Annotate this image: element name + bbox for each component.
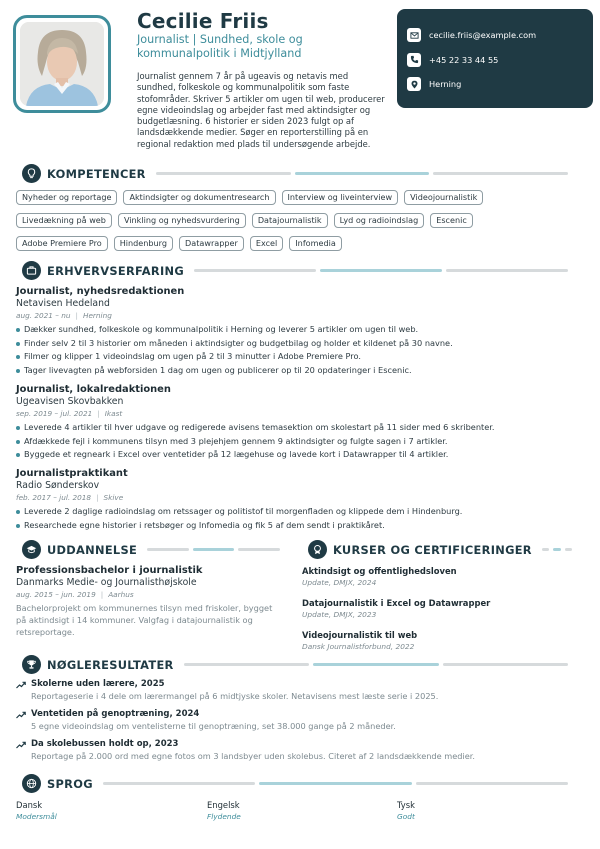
- profile-summary: Journalist gennem 7 år på ugeavis og netavis med sundhed, folkeskole og kommunalpolitik som faste stofområder. Skriver 5 artikler om ugen til web, producerer egne videoindslag og arbejder fast med aktindsigter og budgetlæsning. 6 historier er siden 2023 fulgt op af landsdækkende medier. Søger en reporterstilling på en regional redaktion med plads til undersøgende arbejde.: [137, 71, 385, 149]
- skill-chip: Hindenburg: [114, 236, 173, 251]
- contact-location: [407, 72, 583, 97]
- section-heading-languages: [22, 774, 572, 793]
- course-meta: Update, DMJX, 2023: [302, 610, 377, 619]
- achievements-list: [16, 679, 586, 769]
- language-entry: [397, 800, 415, 822]
- bullet-item: Finder selv 2 til 3 historier om måneden i aktindsigter og budgetbilag og holder et kildenet på 30 navne.: [16, 337, 586, 351]
- education-school: Danmarks Medie- og Journalisthøjskole: [16, 577, 197, 588]
- course-entry: [302, 630, 582, 652]
- course-meta: Dansk Journalistforbund, 2022: [302, 642, 415, 651]
- skill-chip: Vinkling og nyhedsvurdering: [118, 213, 246, 228]
- skill-chip: Interview og liveinterview: [282, 190, 399, 205]
- language-level: Modersmål: [16, 812, 57, 821]
- briefcase-icon: [22, 261, 41, 280]
- skill-chip: Datajournalistik: [252, 213, 328, 228]
- job-bullets: [16, 323, 586, 377]
- job-title: Journalistpraktikant: [16, 468, 128, 479]
- language-name: Tysk: [397, 800, 415, 810]
- achievement-description: Reportage på 2.000 ord med egne fotos om 3 landsbyer uden skolebus. Citeret af 2 landsdækkende medier.: [31, 751, 476, 761]
- trend-up-icon: [16, 711, 26, 719]
- course-name: Videojournalistik til web: [302, 630, 418, 640]
- bullet-item: Filmer og klipper 1 videoindslag om ugen på 2 til 3 minutter i Adobe Premiere Pro.: [16, 350, 586, 364]
- section-title: SPROG: [47, 776, 93, 791]
- achievement-description: 5 egne videoindslag om ventelisterne til genoptræning, set 38.000 gange på 2 måneder.: [31, 721, 396, 731]
- education-location: Aarhus: [108, 590, 134, 599]
- bullet-item: Leverede 2 daglige radioindslag om retssager og politistof til morgenfladen og klippede dem i Hindenburg.: [16, 505, 586, 519]
- contact-panel: [397, 9, 593, 108]
- mail-icon: [407, 28, 421, 42]
- bullet-item: Byggede et regneark i Excel over ventetider på 12 lægehuse og lavede kort i Datawrapper til 4 artikler.: [16, 448, 586, 462]
- section-divider: [194, 269, 572, 272]
- language-entry: [207, 800, 241, 822]
- experience-entry: [16, 384, 586, 462]
- language-name: Engelsk: [207, 800, 240, 810]
- bullet-item: Tager livevagten på webforsiden 1 dag om ugen og publicerer op til 20 opdateringer i Escenic.: [16, 364, 586, 378]
- profile-photo-frame: [13, 15, 111, 113]
- job-bullets: [16, 421, 586, 462]
- job-dates: sep. 2019 – jul. 2021: [16, 409, 93, 418]
- skill-chip: Adobe Premiere Pro: [16, 236, 108, 251]
- section-title: UDDANNELSE: [47, 542, 138, 557]
- section-heading-experience: [22, 261, 572, 280]
- bullet-item: Researchede egne historier i retsbøger og Infomedia og fik 5 af dem sendt i praktikåret.: [16, 519, 586, 533]
- section-divider: [147, 548, 284, 551]
- section-heading-skills: [22, 164, 572, 183]
- section-title: ERHVERVSERFARING: [47, 263, 185, 278]
- job-company: Ugeavisen Skovbakken: [16, 396, 124, 407]
- achievement-entry: [16, 679, 586, 702]
- certificate-badge-icon: [308, 540, 327, 559]
- achievement-title: Da skolebussen holdt op, 2023: [31, 739, 179, 749]
- achievement-description: Reportageserie i 4 dele om lærermangel på 6 midtjyske skoler. Netavisens mest læste serie i 2025.: [31, 691, 439, 701]
- section-title: NØGLERESULTATER: [47, 657, 174, 672]
- skill-chip: Videojournalistik: [404, 190, 483, 205]
- skill-chip: Infomedia: [289, 236, 342, 251]
- phone-icon: [407, 53, 421, 67]
- bullet-item: Leverede 4 artikler til hver udgave og redigerede avisens temasektion om skolestart på 11 sider med 6 skribenter.: [16, 421, 586, 435]
- language-level: Flydende: [207, 812, 241, 821]
- language-level: Godt: [397, 812, 415, 821]
- trend-up-icon: [16, 681, 26, 689]
- education-dates: aug. 2015 – jun. 2019: [16, 590, 96, 599]
- globe-icon: [22, 774, 41, 793]
- bullet-item: Dækker sundhed, folkeskole og kommunalpolitik i Herning og leverer 5 artikler om ugen til web.: [16, 323, 586, 337]
- trend-up-icon: [16, 741, 26, 749]
- education-meta: aug. 2015 – jun. 2019 | Aarhus: [16, 590, 134, 599]
- email-text: cecilie.friis@example.com: [429, 30, 537, 41]
- job-meta: aug. 2021 – nu | Herning: [16, 311, 112, 320]
- section-heading-courses: [308, 540, 576, 559]
- contact-email[interactable]: [407, 23, 583, 48]
- job-title: Journalist, nyhedsredaktionen: [16, 286, 185, 297]
- experience-entry: [16, 468, 586, 532]
- education-degree: Professionsbachelor i journalistik: [16, 565, 203, 576]
- contact-phone[interactable]: [407, 48, 583, 73]
- job-location: Skive: [103, 493, 124, 502]
- course-entry: [302, 598, 582, 620]
- course-name: Aktindsigt og offentlighedsloven: [302, 566, 457, 576]
- achievement-entry: [16, 709, 586, 732]
- section-title: KOMPETENCER: [47, 166, 146, 181]
- job-company: Radio Sønderskov: [16, 480, 100, 491]
- education-entry: [16, 565, 276, 638]
- job-location: Ikast: [104, 409, 123, 418]
- graduation-cap-icon: [22, 540, 41, 559]
- skill-chip: Excel: [250, 236, 283, 251]
- phone-text: +45 22 33 44 55: [429, 54, 499, 65]
- course-entry: [302, 566, 582, 588]
- job-dates: aug. 2021 – nu: [16, 311, 71, 320]
- section-divider: [184, 663, 572, 666]
- profile-photo: [20, 22, 104, 106]
- job-company: Netavisen Hedeland: [16, 298, 110, 309]
- skills-list: [16, 190, 576, 259]
- section-divider: [103, 782, 572, 785]
- skill-chip: Livedækning på web: [16, 213, 112, 228]
- skill-chip: Nyheder og reportage: [16, 190, 117, 205]
- skill-chip: Aktindsigter og dokumentresearch: [123, 190, 275, 205]
- achievement-entry: [16, 739, 586, 762]
- section-title: KURSER OG CERTIFICERINGER: [333, 542, 532, 557]
- section-heading-education: [22, 540, 284, 559]
- experience-entry: [16, 286, 586, 377]
- skill-chip: Datawrapper: [179, 236, 244, 251]
- section-divider: [542, 548, 576, 551]
- job-meta: sep. 2019 – jul. 2021 | Ikast: [16, 409, 123, 418]
- achievement-title: Skolerne uden lærere, 2025: [31, 679, 165, 689]
- course-name: Datajournalistik i Excel og Datawrapper: [302, 598, 491, 608]
- education-description: Bachelorprojekt om kommunernes tilsyn med friskoler, bygget på aktindsigt i 14 kommuner. Valgfag i datajournalistik og retsreportage.: [16, 603, 273, 637]
- bullet-item: Afdækkede fejl i kommunens tilsyn med 3 plejehjem gennem 9 aktindsigter og fulgte sagen i 7 artikler.: [16, 435, 586, 449]
- job-title: Journalist, lokalredaktionen: [16, 384, 171, 395]
- location-text: Herning: [429, 79, 462, 90]
- language-name: Dansk: [16, 800, 43, 810]
- lightbulb-icon: [22, 164, 41, 183]
- achievement-title: Ventetiden på genoptræning, 2024: [31, 709, 200, 719]
- candidate-title: Journalist | Sundhed, skole og kommunalpolitik i Midtjylland: [137, 33, 303, 60]
- courses-list: [302, 566, 582, 662]
- job-bullets: [16, 505, 586, 532]
- course-meta: Update, DMJX, 2024: [302, 578, 377, 587]
- section-divider: [156, 172, 572, 175]
- job-meta: feb. 2017 – jul. 2018 | Skive: [16, 493, 124, 502]
- trophy-icon: [22, 655, 41, 674]
- skill-chip: Escenic: [430, 213, 473, 228]
- location-pin-icon: [407, 77, 421, 91]
- section-heading-achievements: [22, 655, 572, 674]
- candidate-name: Cecilie Friis: [137, 9, 269, 33]
- job-dates: feb. 2017 – jul. 2018: [16, 493, 92, 502]
- skill-chip: Lyd og radioindslag: [334, 213, 425, 228]
- language-entry: [16, 800, 57, 822]
- job-location: Herning: [82, 311, 112, 320]
